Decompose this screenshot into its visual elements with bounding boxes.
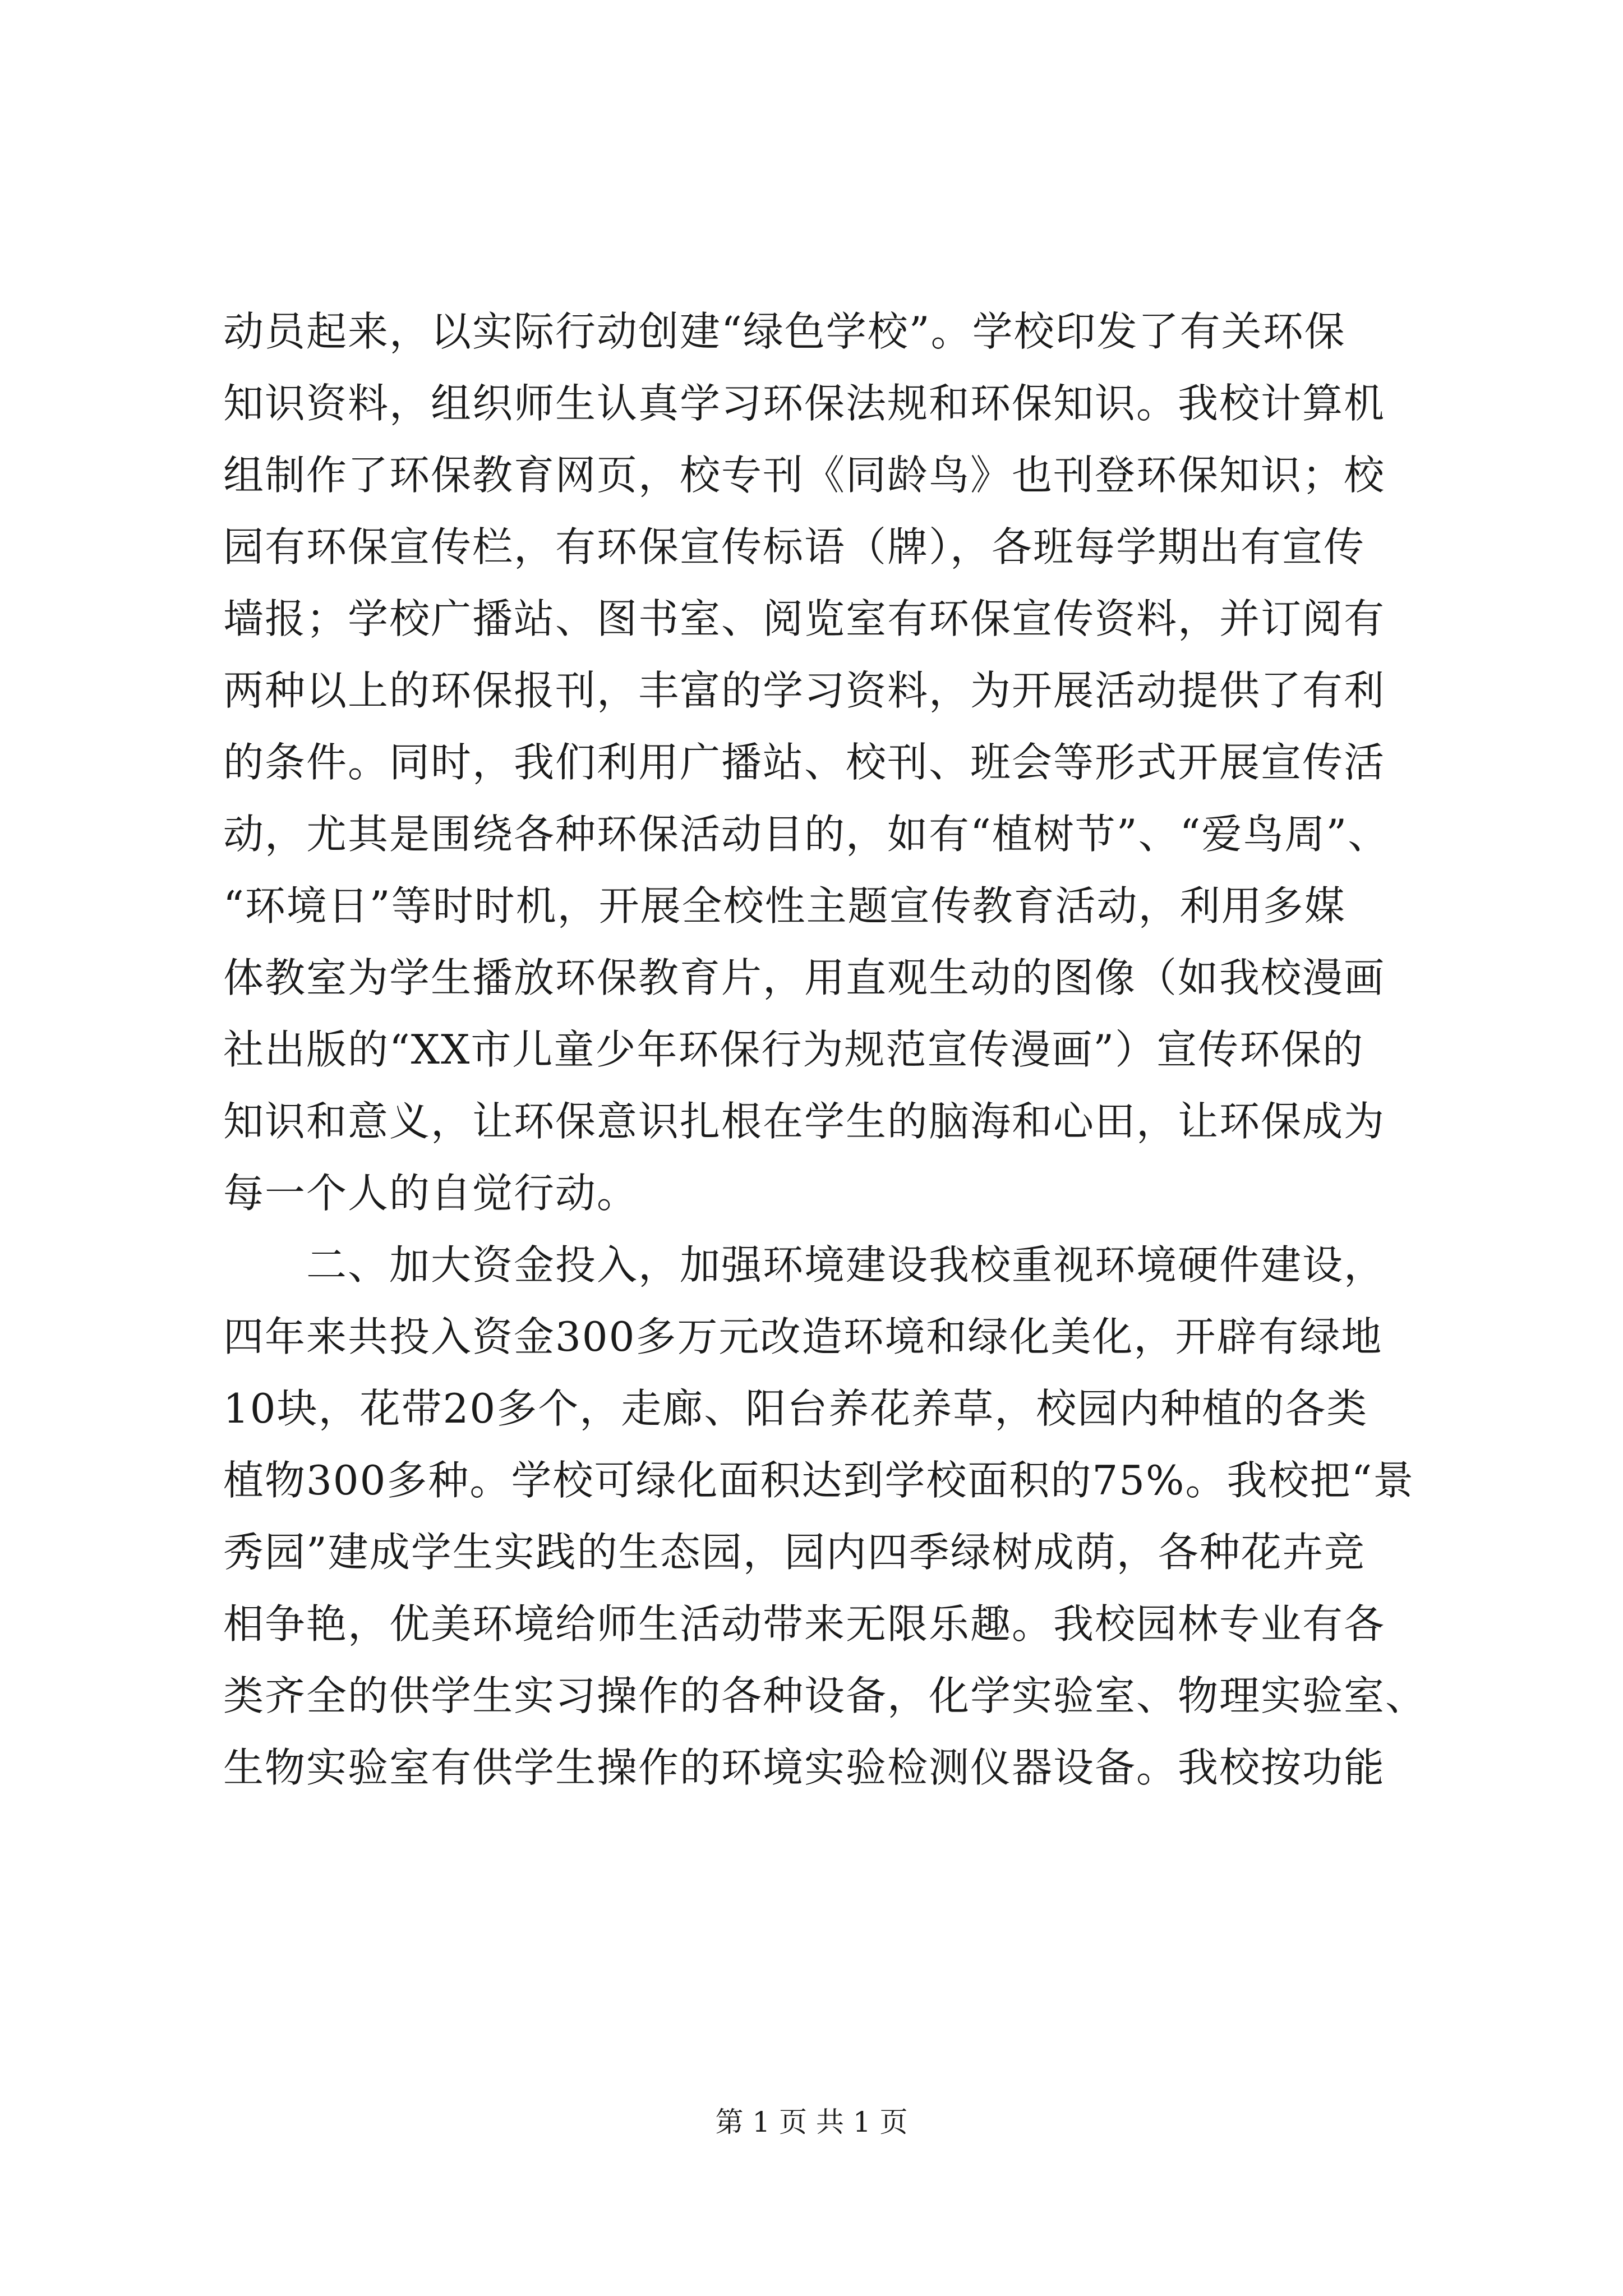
body-text-line: 秀园”建成学生实践的生态园，园内四季绿树成荫，各种花卉竞	[223, 1529, 1366, 1576]
body-text-line: 四年来共投入资金300多万元改造环境和绿化美化，开辟有绿地	[223, 1313, 1383, 1360]
body-text-line: 的条件。同时，我们利用广播站、校刊、班会等形式开展宣传活	[223, 739, 1386, 786]
body-text-line: 植物300多种。学校可绿化面积达到学校面积的75%。我校把“景	[223, 1457, 1415, 1504]
body-text-line: 两种以上的环保报刊，丰富的学习资料，为开展活动提供了有利	[223, 667, 1386, 714]
body-text-line: 体教室为学生播放环保教育片，用直观生动的图像（如我校漫画	[223, 954, 1386, 1001]
section-heading-line: 二、加大资金投入，加强环境建设我校重视环境硬件建设，	[223, 1241, 1386, 1289]
body-text-line: 组制作了环保教育网页，校专刊《同龄鸟》也刊登环保知识；校	[223, 452, 1386, 499]
body-text-line: 每一个人的自觉行动。	[223, 1170, 639, 1217]
body-text-line: 墙报；学校广播站、图书室、阅览室有环保宣传资料，并订阅有	[223, 595, 1386, 642]
body-text-line: 知识资料，组织师生认真学习环保法规和环保知识。我校计算机	[223, 380, 1386, 427]
body-text-line: “环境日”等时时机，开展全校性主题宣传教育活动，利用多媒	[223, 882, 1346, 930]
body-text-line: 相争艳，优美环境给师生活动带来无限乐趣。我校园林专业有各	[223, 1600, 1386, 1648]
body-text-line: 知识和意义，让环保意识扎根在学生的脑海和心田，让环保成为	[223, 1098, 1386, 1145]
body-text-line: 动员起来，以实际行动创建“绿色学校”。学校印发了有关环保	[223, 308, 1346, 355]
body-text-line: 生物实验室有供学生操作的环境实验检测仪器设备。我校按功能	[223, 1744, 1386, 1791]
body-text-line: 动，尤其是围绕各种环保活动目的，如有“植树节”、“爱鸟周”、	[223, 811, 1390, 858]
body-text-line: 园有环保宣传栏，有环保宣传标语（牌），各班每学期出有宣传	[223, 523, 1366, 570]
page-number-footer: 第 1 页 共 1 页	[715, 2106, 908, 2138]
body-text-line: 社出版的“XX市儿童少年环保行为规范宣传漫画”）宣传环保的	[223, 1026, 1364, 1073]
body-text-line: 10块，花带20多个，走廊、阳台养花养草，校园内种植的各类	[223, 1385, 1368, 1432]
body-text-line: 类齐全的供学生实习操作的各种设备，化学实验室、物理实验室、	[223, 1672, 1427, 1719]
